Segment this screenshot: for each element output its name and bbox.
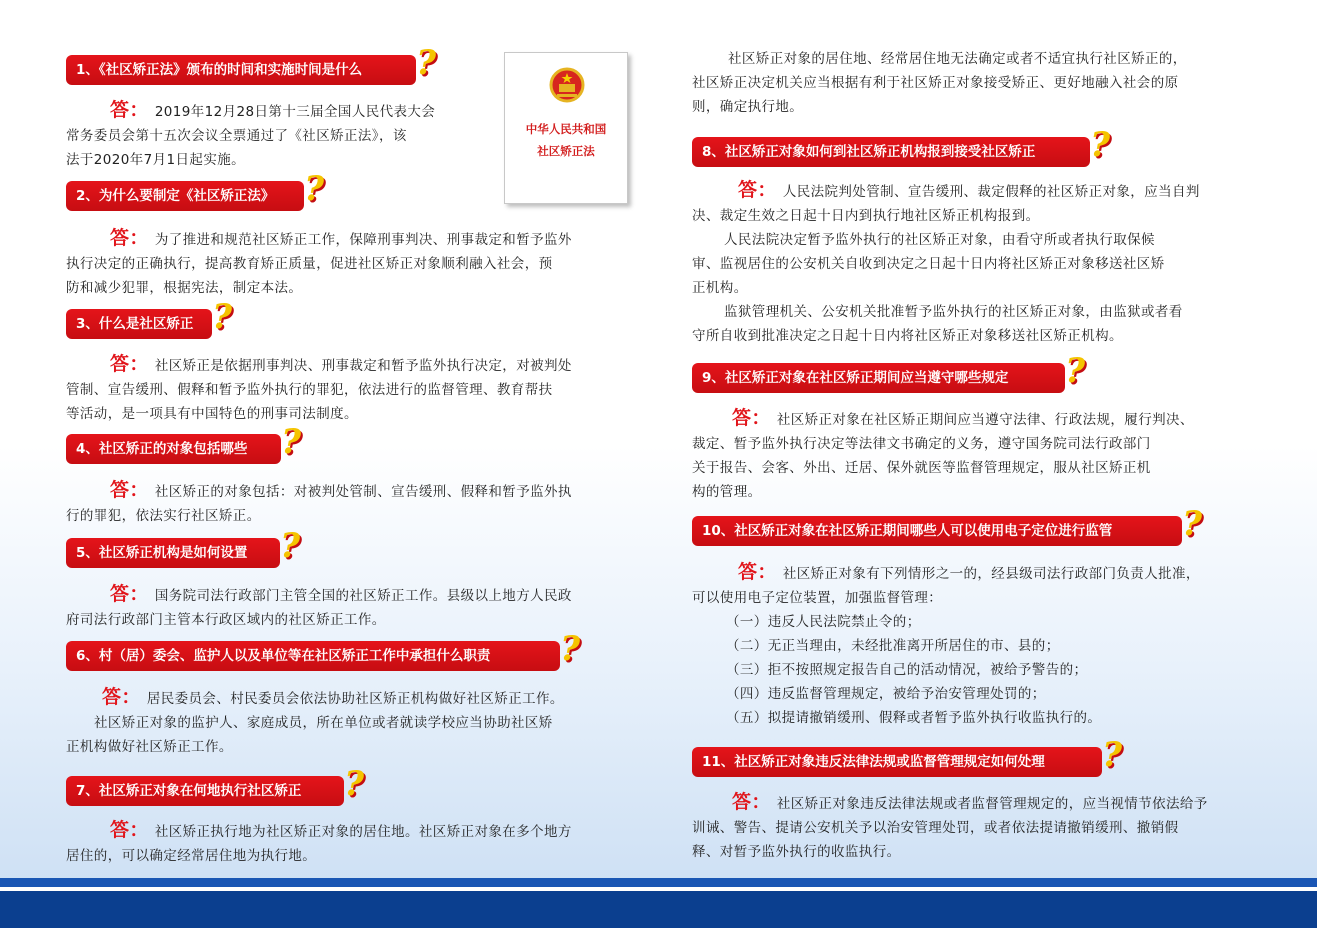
- answer-10-line-1: 社区矫正对象有下列情形之一的，经县级司法行政部门负责人批准，: [782, 566, 1200, 582]
- answer-3-line-3: 等活动，是一项具有中国特色的刑事司法制度。: [66, 406, 358, 422]
- answer-label: 答：: [110, 227, 149, 249]
- answer-5: [66, 582, 631, 632]
- answer-3: [66, 352, 631, 426]
- question-mark-icon: ?: [416, 43, 436, 83]
- answer-2: [66, 226, 631, 300]
- answer-3-line-1: 社区矫正是依据刑事判决、刑事裁定和暂予监外执行决定，对被判处: [154, 358, 572, 374]
- answer-1-line-1: 2019年12月28日第十三届全国人民代表大会: [154, 104, 436, 120]
- question-2-title: 2、为什么要制定《社区矫正法》: [76, 188, 275, 204]
- question-10-title-bar: [692, 504, 1202, 546]
- answer-4-line-2: 行的罪犯，依法实行社区矫正。: [66, 508, 261, 524]
- answer-label: 答：: [110, 479, 149, 501]
- answer-7-line-1: 社区矫正执行地为社区矫正对象的居住地。社区矫正对象在多个地方: [154, 824, 572, 840]
- answer-10-item-5: （五）拟提请撤销缓刑、假释或者暂予监外执行收监执行的。: [726, 710, 1102, 726]
- question-mark-icon: ?: [1065, 351, 1085, 391]
- answer-9-line-1: 社区矫正对象在社区矫正期间应当遵守法律、行政法规，履行判决、: [776, 412, 1194, 428]
- answer-label: 答：: [738, 179, 777, 201]
- answer-10: [692, 560, 1257, 730]
- question-11-title-bar: [692, 735, 1122, 777]
- question-2-title-bar: [66, 169, 324, 211]
- answer-label: 答：: [732, 791, 771, 813]
- answer-9: [692, 406, 1257, 504]
- answer-label: 答：: [110, 353, 149, 375]
- answer-7-continued: [692, 47, 1257, 119]
- law-book-cover: [504, 52, 628, 204]
- answer-label: 答：: [738, 561, 777, 583]
- answer-label: 答：: [732, 407, 771, 429]
- answer-label: 答：: [110, 583, 149, 605]
- answer-10-item-2: （二）无正当理由，未经批准离开所居住的市、县的；: [726, 638, 1060, 654]
- answer-4: [66, 478, 631, 528]
- answer-2-line-3: 防和减少犯罪，根据宪法，制定本法。: [66, 280, 303, 296]
- answer-8-line-2: 决、裁定生效之日起十日内到执行地社区矫正机构报到。: [692, 208, 1040, 224]
- answer-6: [66, 685, 631, 759]
- question-10-title: 10、社区矫正对象在社区矫正期间哪些人可以使用电子定位进行监管: [702, 523, 1113, 539]
- question-mark-icon: ?: [304, 169, 324, 209]
- question-mark-icon: ?: [280, 526, 300, 566]
- question-mark-icon: ?: [212, 297, 232, 337]
- national-emblem-icon: [549, 67, 585, 103]
- answer-1: [66, 98, 486, 172]
- answer-label: 答：: [110, 819, 149, 841]
- question-mark-icon: ?: [1182, 504, 1202, 544]
- answer-6-line-2: 社区矫正对象的监护人、家庭成员，所在单位或者就读学校应当协助社区矫: [94, 715, 553, 731]
- question-9-title: 9、社区矫正对象在社区矫正期间应当遵守哪些规定: [702, 370, 1009, 386]
- book-title-line-1: 中华人民共和国: [525, 122, 607, 136]
- answer-11-line-3: 释、对暂予监外执行的收监执行。: [692, 844, 901, 860]
- answer-10-line-2: 可以使用电子定位装置，加强监督管理：: [692, 590, 943, 606]
- question-mark-icon: ?: [344, 764, 364, 804]
- question-3-title-bar: [66, 297, 232, 339]
- question-5-title: 5、社区矫正机构是如何设置: [76, 545, 248, 561]
- answer-8-line-6: 监狱管理机关、公安机关批准暂予监外执行的社区矫正对象，由监狱或者看: [724, 304, 1183, 320]
- answer-7-line-2: 居住的，可以确定经常居住地为执行地。: [66, 848, 317, 864]
- question-mark-icon: ?: [1102, 735, 1122, 775]
- question-1-title-bar: [66, 43, 436, 85]
- question-mark-icon: ?: [560, 629, 580, 669]
- answer-4-line-1: 社区矫正的对象包括：对被判处管制、宣告缓刑、假释和暂予监外执: [154, 484, 572, 500]
- question-3-title: 3、什么是社区矫正: [76, 316, 194, 332]
- book-title-line-2: 社区矫正法: [537, 144, 595, 158]
- question-mark-icon: ?: [1090, 125, 1110, 165]
- footer-band-thick: [0, 891, 1317, 928]
- answer-9-line-2: 裁定、暂予监外执行决定等法律文书确定的义务，遵守国务院司法行政部门: [692, 436, 1151, 452]
- answer-9-line-3: 关于报告、会客、外出、迁居、保外就医等监督管理规定，服从社区矫正机: [692, 460, 1151, 476]
- answer-7: [66, 818, 631, 868]
- answer-8-line-5: 正机构。: [692, 280, 748, 296]
- answer-label: 答：: [110, 99, 149, 121]
- answer-1-line-3: 法于2020年7月1日起实施。: [66, 152, 246, 168]
- question-mark-icon: ?: [281, 422, 301, 462]
- answer-7-cont-line-3: 则，确定执行地。: [692, 99, 804, 115]
- answer-11-line-2: 训诫、警告、提请公安机关予以治安管理处罚，或者依法提请撤销缓刑、撤销假: [692, 820, 1179, 836]
- question-8-title-bar: [692, 125, 1110, 167]
- answer-1-line-2: 常务委员会第十五次会议全票通过了《社区矫正法》，该: [66, 128, 407, 144]
- question-9-title-bar: [692, 351, 1085, 393]
- question-6-title: 6、村（居）委会、监护人以及单位等在社区矫正工作中承担什么职责: [76, 648, 491, 664]
- answer-2-line-2: 执行决定的正确执行，提高教育矫正质量，促进社区矫正对象顺利融入社会，预: [66, 256, 553, 272]
- answer-8-line-3: 人民法院决定暂予监外执行的社区矫正对象，由看守所或者执行取保候: [724, 232, 1155, 248]
- answer-8-line-1: 人民法院判处管制、宣告缓刑、裁定假释的社区矫正对象，应当自判: [782, 184, 1200, 200]
- answer-label: 答：: [102, 686, 141, 708]
- footer-band-thin: [0, 878, 1317, 887]
- answer-11: [692, 790, 1257, 864]
- question-6-title-bar: [66, 629, 580, 671]
- answer-10-item-1: （一）违反人民法院禁止令的；: [726, 614, 921, 630]
- answer-10-item-4: （四）违反监督管理规定，被给予治安管理处罚的；: [726, 686, 1046, 702]
- answer-8-line-4: 审、监视居住的公安机关自收到决定之日起十日内将社区矫正对象移送社区矫: [692, 256, 1165, 272]
- answer-3-line-2: 管制、宣告缓刑、假释和暂予监外执行的罪犯，依法进行的监督管理、教育帮扶: [66, 382, 553, 398]
- answer-8: [692, 178, 1257, 348]
- question-8-title: 8、社区矫正对象如何到社区矫正机构报到接受社区矫正: [702, 144, 1036, 160]
- question-7-title-bar: [66, 764, 364, 806]
- question-11-title: 11、社区矫正对象违反法律法规或监督管理规定如何处理: [702, 754, 1045, 770]
- answer-9-line-4: 构的管理。: [692, 484, 762, 500]
- question-4-title: 4、社区矫正的对象包括哪些: [76, 441, 248, 457]
- question-4-title-bar: [66, 422, 301, 464]
- answer-5-line-1: 国务院司法行政部门主管全国的社区矫正工作。县级以上地方人民政: [154, 588, 572, 604]
- answer-5-line-2: 府司法行政部门主管本行政区域内的社区矫正工作。: [66, 612, 386, 628]
- answer-8-line-7: 守所自收到批准决定之日起十日内将社区矫正对象移送社区矫正机构。: [692, 328, 1123, 344]
- answer-6-line-1: 居民委员会、村民委员会依法协助社区矫正机构做好社区矫正工作。: [146, 691, 564, 707]
- question-7-title: 7、社区矫正对象在何地执行社区矫正: [76, 783, 302, 799]
- answer-2-line-1: 为了推进和规范社区矫正工作，保障刑事判决、刑事裁定和暂予监外: [154, 232, 572, 248]
- answer-7-cont-line-1: 社区矫正对象的居住地、经常居住地无法确定或者不适宜执行社区矫正的，: [728, 51, 1187, 67]
- answer-6-line-3: 正机构做好社区矫正工作。: [66, 739, 233, 755]
- answer-11-line-1: 社区矫正对象违反法律法规或者监督管理规定的，应当视情节依法给予: [776, 796, 1208, 812]
- question-5-title-bar: [66, 526, 300, 568]
- answer-7-cont-line-2: 社区矫正决定机关应当根据有利于社区矫正对象接受矫正、更好地融入社会的原: [692, 75, 1179, 91]
- question-1-title: 1、《社区矫正法》颁布的时间和实施时间是什么: [76, 62, 363, 78]
- answer-10-item-3: （三）拒不按照规定报告自己的活动情况，被给予警告的；: [726, 662, 1088, 678]
